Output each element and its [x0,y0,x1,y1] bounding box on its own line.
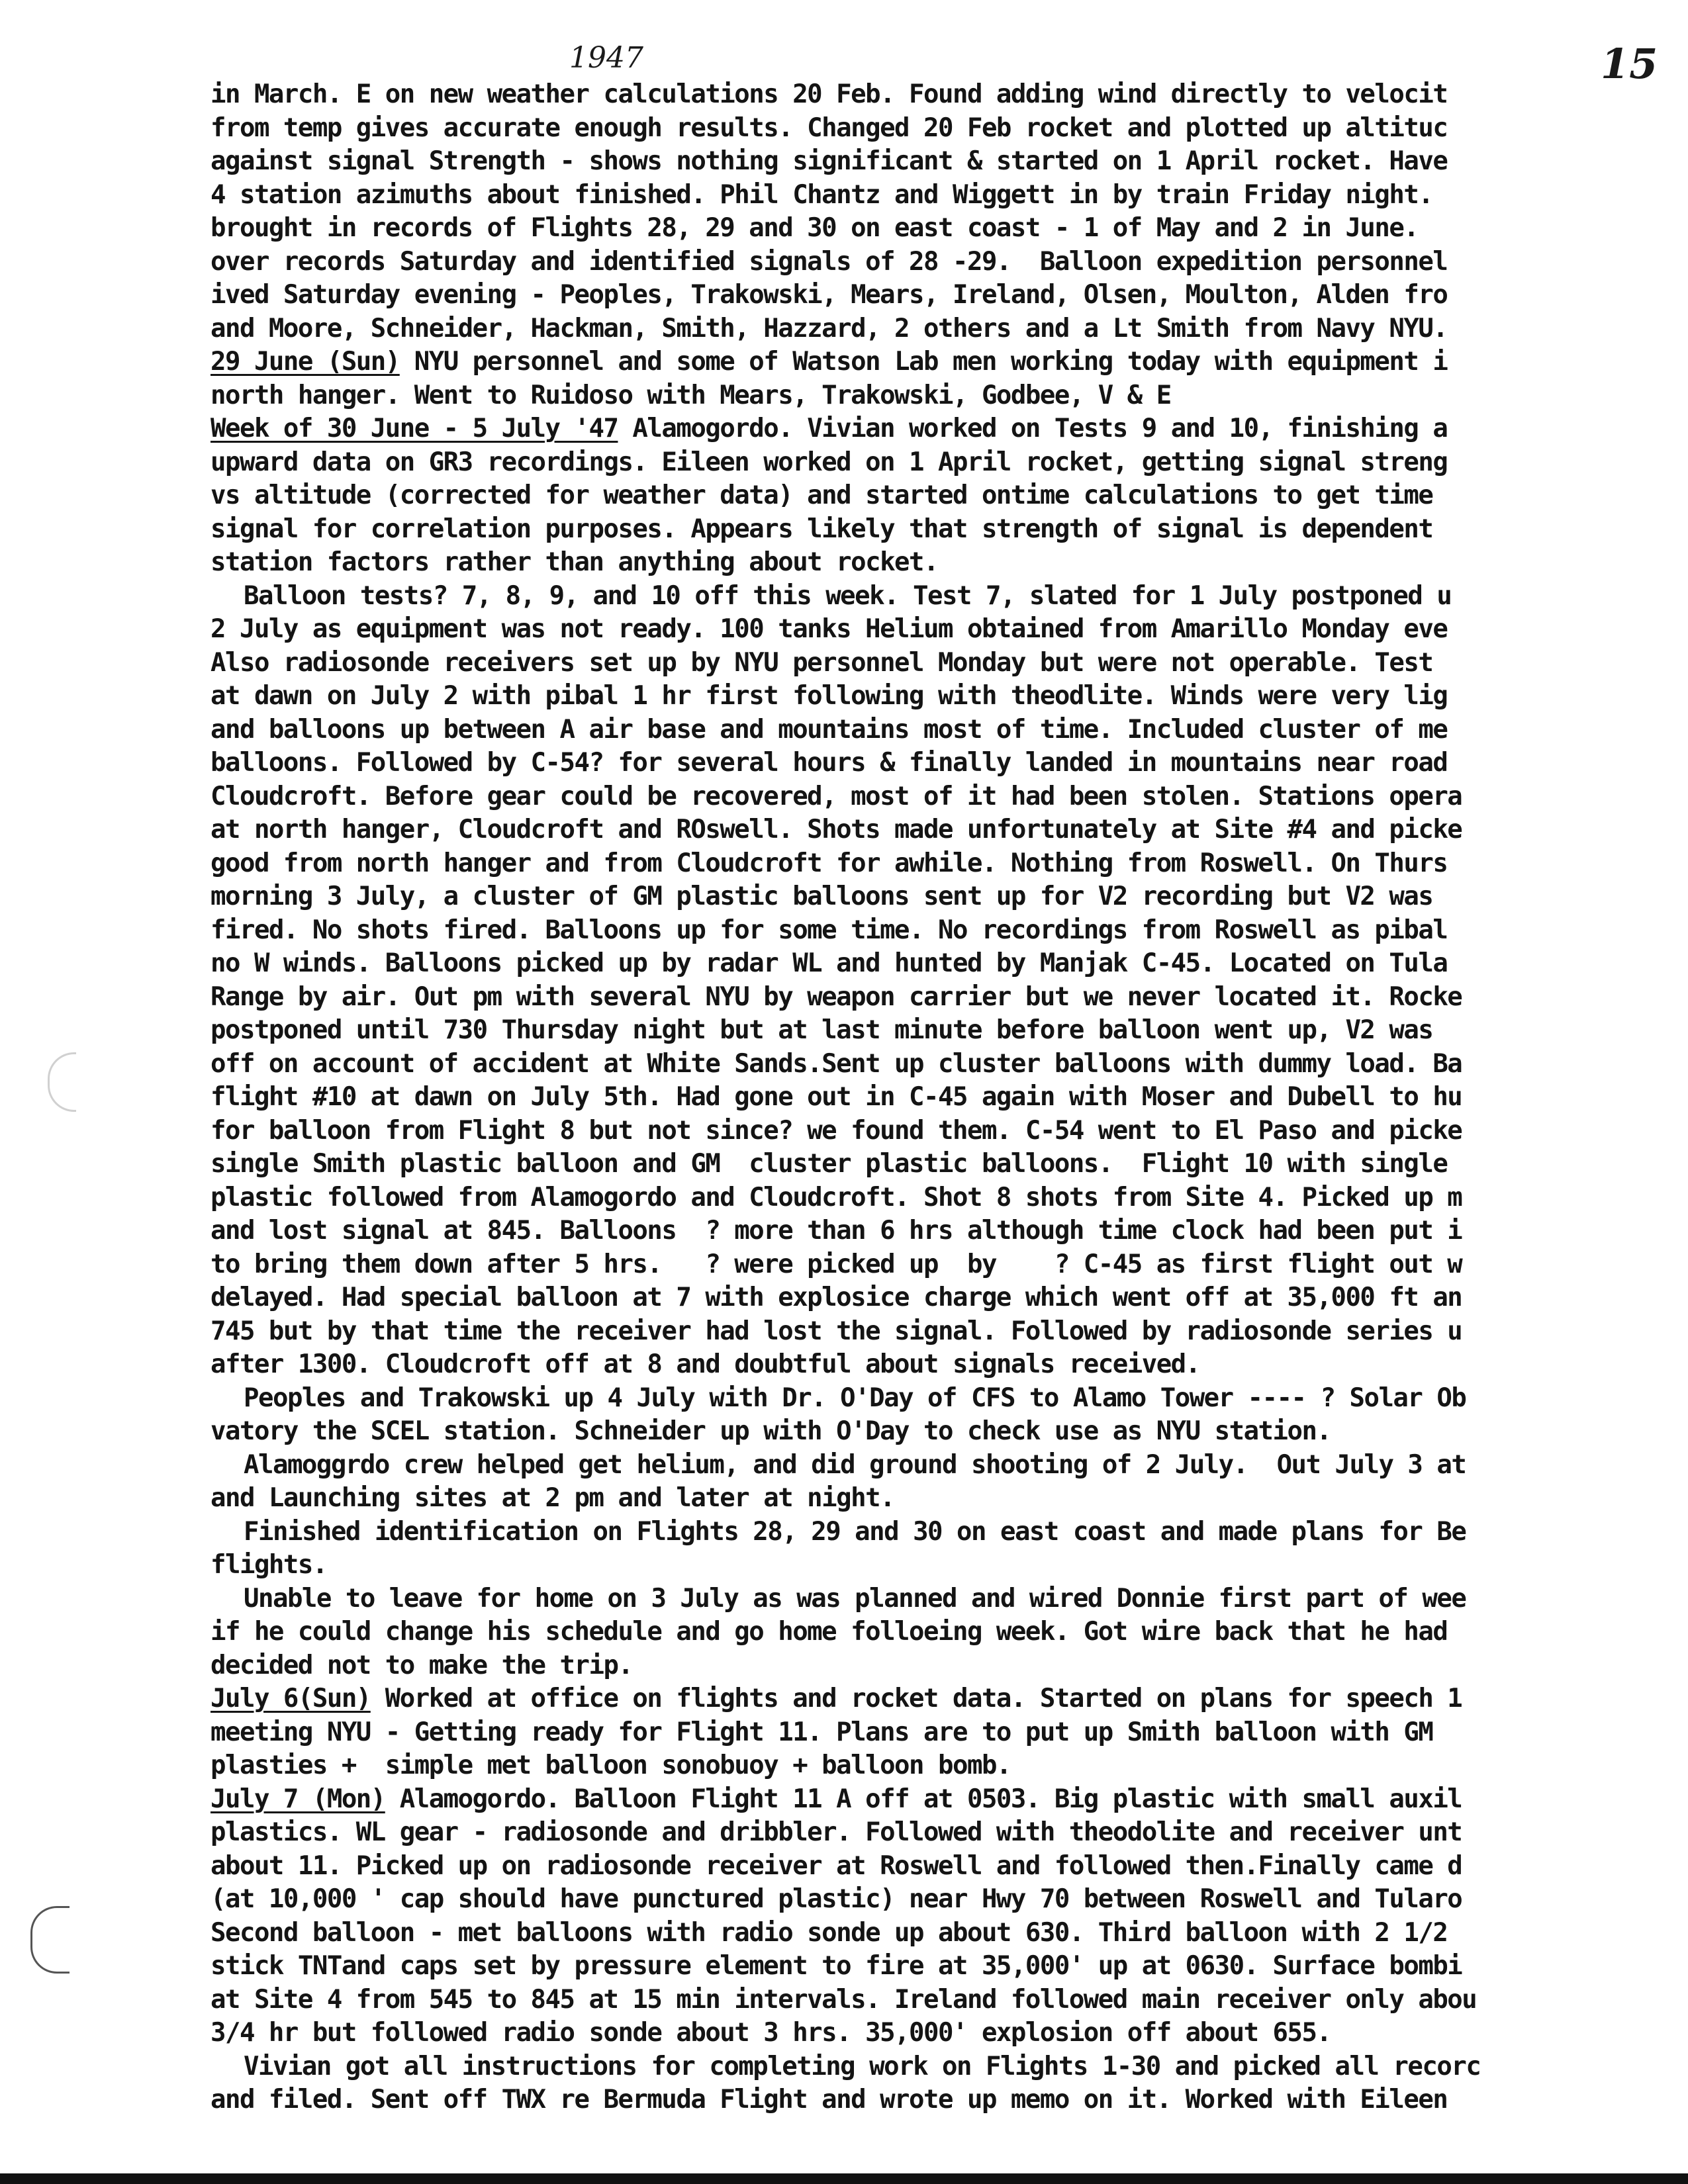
text-line [211,981,1667,1015]
line-text: no W winds. Balloons picked up by radar WL and hunted by Manjak C-45. Located on Tula [211,948,1448,978]
typed-journal-text [211,78,1667,2117]
line-text: and Moore, Schneider, Hackman, Smith, Hazzard, 2 others and a Lt Smith from Navy NYU. [211,313,1448,343]
line-text: at north hanger, Cloudcroft and ROswell. Shots made unfortunately at Site #4 and picke [211,815,1462,844]
line-text: station factors rather than anything about rocket. [211,547,938,577]
line-text: at Site 4 from 545 to 845 at 15 min intervals. Ireland followed main receiver only abou [211,1984,1477,2015]
text-line [211,379,1667,413]
handwritten-year: 1947 [569,41,643,75]
text-line [211,1214,1667,1248]
text-line [211,1716,1667,1750]
text-line [211,1582,1667,1616]
text-line [211,847,1667,881]
text-line [211,2083,1667,2117]
line-text: if he could change his schedule and go home folloeing week. Got wire back that he had [211,1617,1448,1647]
line-text: Balloon tests? 7, 8, 9, and 10 off this week. Test 7, slated for 1 July postponed u [244,580,1452,611]
line-text: 2 July as equipment was not ready. 100 tanks Helium obtained from Amarillo Monday eve [211,614,1448,644]
line-text: (at 10,000 ' cap should have punctured plastic) near Hwy 70 between Roswell and Tularo [211,1884,1462,1914]
text-line [211,647,1667,680]
text-line [211,1950,1667,1983]
text-line [211,446,1667,480]
text-line [211,1549,1667,1582]
punch-hole-mark [30,1906,70,1974]
text-line [211,2017,1667,2050]
text-line [211,513,1667,547]
text-line [211,246,1667,279]
text-line [211,1816,1667,1850]
line-text: NYU personnel and some of Watson Lab men working today with equipment i [399,347,1448,377]
line-text: over records Saturday and identified signals of 28 -29. Balloon expedition personnel [211,246,1448,277]
date-heading: July 6(Sun) [211,1684,371,1713]
text-line [211,546,1667,580]
text-line [211,1415,1667,1449]
line-text: plasties + simple met balloon sonobuoy + balloon bomb. [211,1751,1011,1780]
handwritten-page-number: 15 [1601,40,1658,88]
line-text: brought in records of Flights 28, 29 and 30 on east coast - 1 of May and 2 in June. [211,213,1419,243]
text-line [211,880,1667,914]
text-line [211,1348,1667,1382]
line-text: plastics. WL gear - radiosonde and dribbler. Followed with theodolite and receiver unt [211,1817,1462,1847]
text-line [211,1850,1667,1884]
text-line [211,212,1667,246]
line-text: in March. E on new weather calculations 20 Feb. Found adding wind directly to velocit [211,79,1448,109]
line-text: Finished identification on Flights 28, 29 and 30 on east coast and made plans for Be [244,1516,1466,1547]
line-text: Vivian got all instructions for completing work on Flights 1-30 and picked all recorc [244,2051,1481,2081]
line-text: 3/4 hr but followed radio sonde about 3 hrs. 35,000' explosion off about 655. [211,2018,1331,2048]
date-heading: 29 June (Sun) [211,347,400,377]
line-text: from temp gives accurate enough results. Changed 20 Feb rocket and plotted up altituc [211,113,1448,143]
text-line [211,179,1667,212]
text-line [211,1048,1667,1081]
line-text: vatory the SCEL station. Schneider up with O'Day to check use as NYU station. [211,1416,1331,1446]
text-line [211,1516,1667,1549]
text-line [211,479,1667,513]
line-text: 745 but by that time the receiver had lost the signal. Followed by radiosonde series u [211,1316,1462,1346]
date-heading: Week of 30 June - 5 July '47 [211,414,618,443]
line-text: at dawn on July 2 with pibal 1 hr first following with theodlite. Winds were very lig [211,681,1448,711]
line-text: and filed. Sent off TWX re Bermuda Flight and wrote up memo on it. Worked with Eileen [211,2085,1448,2115]
line-text: decided not to make the trip. [211,1650,633,1680]
text-line [211,713,1667,747]
text-line [211,780,1667,814]
line-text: to bring them down after 5 hrs. ? were picked up by ? C-45 as first flight out w [211,1249,1462,1279]
line-text: Cloudcroft. Before gear could be recovered, most of it had been stolen. Stations opera [211,781,1462,811]
line-text: Range by air. Out pm with several NYU by weapon carrier but we never located it. Rocke [211,981,1462,1012]
line-text: meeting NYU - Getting ready for Flight 11. Plans are to put up Smith balloon with GM [211,1717,1433,1747]
text-line [211,1248,1667,1282]
line-text: Alamogordo. Balloon Flight 11 A off at 0503. Big plastic with small auxil [385,1784,1462,1814]
text-line [211,747,1667,780]
line-text: Peoples and Trakowski up 4 July with Dr. O'Day of CFS to Alamo Tower ---- ? Solar Ob [244,1383,1466,1413]
text-line [211,1449,1667,1482]
text-line [211,2050,1667,2084]
line-text: for balloon from Flight 8 but not since? we found them. C-54 went to El Paso and picke [211,1115,1462,1146]
text-line [211,145,1667,179]
line-text: ived Saturday evening - Peoples, Trakowski, Mears, Ireland, Olsen, Moulton, Alden fro [211,280,1448,310]
line-text: vs altitude (corrected for weather data) and started ontime calculations to get time [211,480,1433,510]
text-line [211,112,1667,146]
text-line [211,580,1667,614]
text-line [211,412,1667,446]
line-text: Unable to leave for home on 3 July as was planned and wired Donnie first part of wee [244,1583,1466,1614]
text-line [211,1181,1667,1215]
line-text: off on account of accident at White Sands.Sent up cluster balloons with dummy load. Ba [211,1048,1462,1079]
text-line [211,1983,1667,2017]
text-line [211,78,1667,112]
date-heading: July 7 (Mon) [211,1784,385,1814]
line-text: Also radiosonde receivers set up by NYU personnel Monday but were not operable. Test [211,647,1433,678]
text-line [211,813,1667,847]
text-line [211,1115,1667,1148]
line-text: and Launching sites at 2 pm and later at night. [211,1483,895,1513]
line-text: postponed until 730 Thursday night but at last minute before balloon went up, V2 was [211,1015,1433,1045]
line-text: and balloons up between A air base and mountains most of time. Included cluster of me [211,714,1448,745]
line-text: balloons. Followed by C-54? for several hours & finally landed in mountains near road [211,748,1448,778]
text-line [211,1615,1667,1649]
line-text: upward data on GR3 recordings. Eileen worked on 1 April rocket, getting signal streng [211,447,1448,477]
line-text: Second balloon - met balloons with radio sonde up about 630. Third balloon with 2 1/2 [211,1917,1448,1948]
text-line [211,680,1667,713]
text-line [211,345,1667,379]
text-line [211,1281,1667,1315]
line-text: flights. [211,1550,327,1580]
line-text: Alamoggrdo crew helped get helium, and did ground shooting of 2 July. Out July 3 at [244,1449,1466,1480]
line-text: and lost signal at 845. Balloons ? more than 6 hrs although time clock had been put i [211,1216,1462,1246]
text-line [211,947,1667,981]
line-text: after 1300. Cloudcroft off at 8 and doubtful about signals received. [211,1349,1200,1379]
line-text: north hanger. Went to Ruidoso with Mears, Trakowski, Godbee, V & E [211,380,1171,410]
line-text: fired. No shots fired. Balloons up for some time. No recordings from Roswell as pibal [211,915,1448,945]
text-line [211,1014,1667,1048]
text-line [211,1081,1667,1115]
text-line [211,1749,1667,1783]
text-line [211,1783,1667,1817]
text-line [211,1917,1667,1950]
line-text: Alamogordo. Vivian worked on Tests 9 and 10, finishing a [618,414,1448,443]
line-text: plastic followed from Alamogordo and Cloudcroft. Shot 8 shots from Site 4. Picked up m [211,1182,1462,1212]
line-text: Worked at office on flights and rocket data. Started on plans for speech 1 [370,1684,1462,1713]
line-text: 4 station azimuths about finished. Phil Chantz and Wiggett in by train Friday night. [211,179,1433,210]
text-line [211,312,1667,346]
line-text: about 11. Picked up on radiosonde receiver at Roswell and followed then.Finally came d [211,1850,1462,1881]
punch-hole-mark [48,1052,76,1112]
text-line [211,1382,1667,1416]
text-line [211,1883,1667,1917]
text-line [211,1482,1667,1516]
scan-bottom-edge [0,2173,1688,2184]
text-line [211,613,1667,647]
line-text: delayed. Had special balloon at 7 with explosice charge which went off at 35,000 ft an [211,1283,1462,1312]
line-text: stick TNTand caps set by pressure element to fire at 35,000' up at 0630. Surface bombi [211,1951,1462,1981]
text-line [211,1148,1667,1181]
line-text: single Smith plastic balloon and GM cluster plastic balloons. Flight 10 with single [211,1149,1448,1179]
text-line [211,279,1667,312]
line-text: signal for correlation purposes. Appears likely that strength of signal is dependent [211,514,1433,544]
text-line [211,914,1667,948]
text-line [211,1682,1667,1716]
line-text: morning 3 July, a cluster of GM plastic balloons sent up for V2 recording but V2 was [211,882,1433,911]
text-line [211,1649,1667,1683]
line-text: flight #10 at dawn on July 5th. Had gone out in C-45 again with Moser and Dubell to hu [211,1082,1462,1112]
line-text: against signal Strength - shows nothing significant & started on 1 April rocket. Have [211,146,1448,176]
text-line [211,1315,1667,1349]
line-text: good from north hanger and from Cloudcroft for awhile. Nothing from Roswell. On Thurs [211,848,1448,878]
